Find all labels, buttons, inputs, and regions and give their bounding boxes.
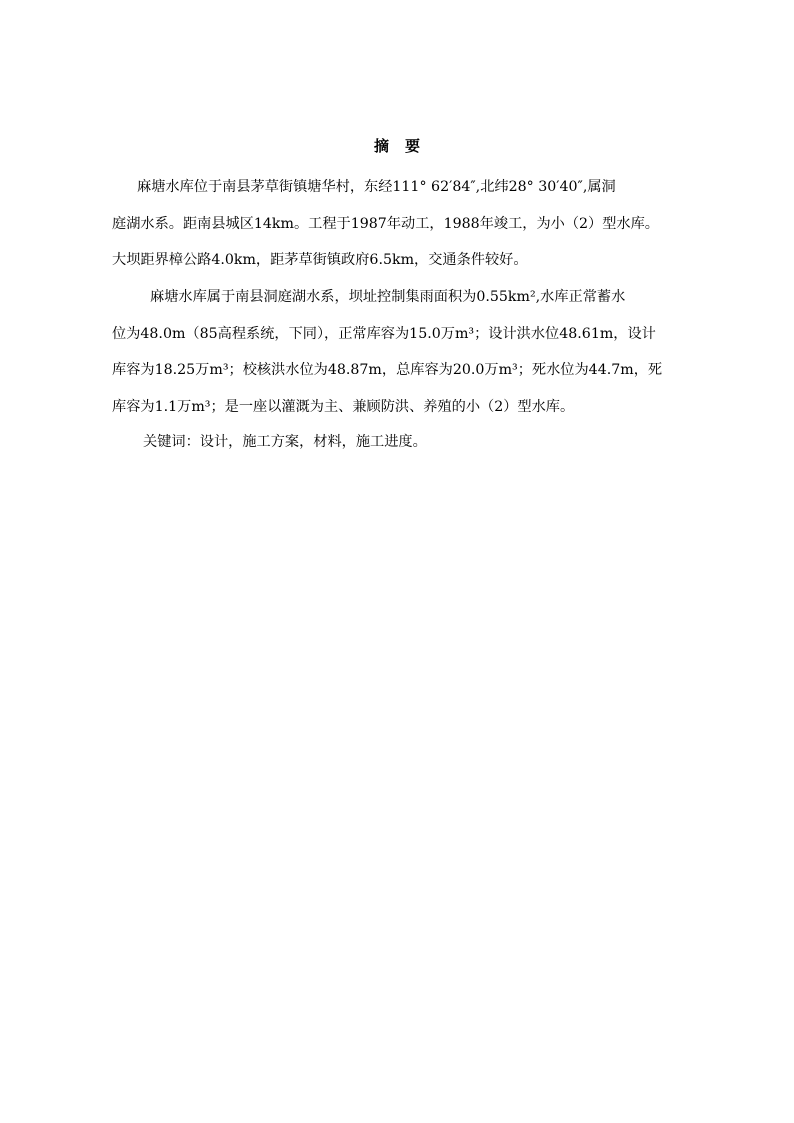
paragraph-1-line-3: 大坝距界樟公路4.0km，距茅草街镇政府6.5km，交通条件较好。 [112,252,528,268]
paragraph-1-line-2: 庭湖水系。距南县城区14km。工程于1987年动工，1988年竣工，为小（2）型水库。 [112,215,659,232]
abstract-paragraph-2 [112,279,682,425]
abstract-title-char-2: 要 [405,137,421,155]
paragraph-2-line-4: 库容为1.1万m³；是一座以灌溉为主、兼顾防洪、养殖的小（2）型水库。 [112,398,575,415]
keywords-line: 关键词：设计，施工方案，材料，施工进度。 [143,434,427,450]
paragraph-2-line-2: 位为48.0m（85高程系统，下同），正常库容为15.0万m³；设计洪水位48.61m，设计 [112,325,656,342]
keywords-paragraph [112,424,682,461]
paragraph-1-line-1: 麻塘水库位于南县茅草街镇塘华村，东经111° 62′84″,北纬28° 30′40″,属洞 [137,179,616,195]
abstract-paragraph-1 [112,169,682,279]
paragraph-2-line-1: 麻塘水库属于南县洞庭湖水系，坝址控制集雨面积为0.55km²,水库正常蓄水 [150,289,626,305]
abstract-title-char-1: 摘 [373,137,389,155]
paragraph-2-line-3: 库容为18.25万m³；校核洪水位为48.87m，总库容为20.0万m³；死水位为44.7m，死 [112,362,663,378]
abstract-title [0,135,794,156]
